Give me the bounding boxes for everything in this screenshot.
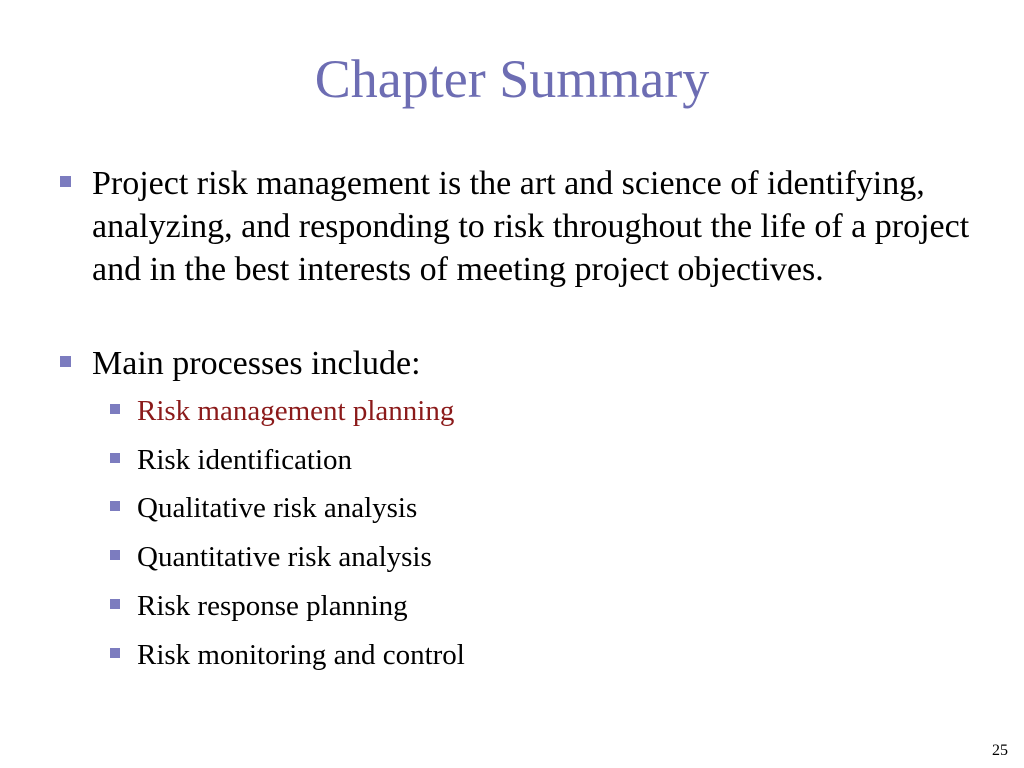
- square-bullet-icon: [110, 599, 120, 609]
- sub-bullet-text: Risk management planning: [137, 395, 455, 427]
- square-bullet-icon: [110, 501, 120, 511]
- bullet-item: [92, 342, 972, 385]
- sub-bullet-item: [137, 442, 957, 478]
- square-bullet-icon: [110, 648, 120, 658]
- page-number: 25: [992, 742, 1008, 759]
- bullet-text: Main processes include:: [92, 345, 421, 382]
- square-bullet-icon: [60, 356, 71, 367]
- sub-bullet-item: [137, 539, 957, 575]
- slide-title: Chapter Summary: [314, 49, 710, 109]
- square-bullet-icon: [110, 453, 120, 463]
- square-bullet-icon: [60, 176, 71, 187]
- sub-bullet-text: Risk response planning: [137, 590, 408, 622]
- sub-bullet-text: Qualitative risk analysis: [137, 492, 418, 524]
- square-bullet-icon: [110, 550, 120, 560]
- bullet-text: Project risk management is the art and science of identifying, analyzing, and responding to risk throughout the life of a project and in the best interests of meeting project objectives.: [92, 165, 970, 288]
- sub-bullet-text: Quantitative risk analysis: [137, 541, 432, 573]
- sub-bullet-item: [137, 637, 957, 673]
- sub-bullet-text: Risk monitoring and control: [137, 639, 465, 671]
- sub-bullet-text: Risk identification: [137, 444, 353, 476]
- sub-bullet-item: [137, 393, 957, 429]
- sub-bullet-item: [137, 490, 957, 526]
- square-bullet-icon: [110, 404, 120, 414]
- bullet-item: [92, 162, 972, 291]
- sub-bullet-item: [137, 588, 957, 624]
